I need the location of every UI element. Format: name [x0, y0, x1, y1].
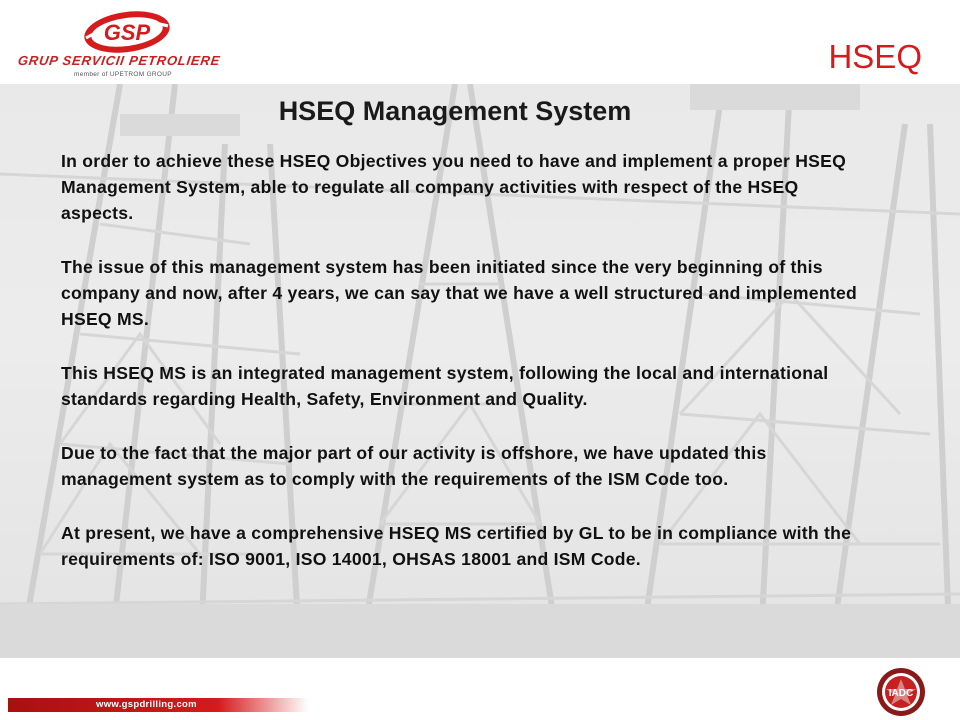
paragraph-certification: At present, we have a comprehensive HSEQ MS certified by GL to be in compliance with the requirements of: ISO 9001, ISO 14001, OHSAS 18001 and ISM Code.: [61, 523, 852, 569]
gsp-logo-mark-icon: [82, 10, 172, 54]
iadc-badge-icon: [876, 667, 926, 717]
badge-label: IADC: [888, 688, 914, 699]
page-title: HSEQ Management System: [278, 96, 632, 126]
paragraph-history: The issue of this management system has been initiated since the very beginning of this company and now, after 4 years, we can say that we have a well structured and implemented HSEQ MS.: [61, 257, 857, 329]
paragraph-ism-code: Due to the fact that the major part of our activity is offshore, we have updated this management system as to comply with the requirements of the ISM Code too.: [61, 443, 767, 489]
company-tagline: member of UPETROM GROUP: [74, 71, 172, 78]
section-tag: HSEQ: [828, 38, 922, 75]
slide-footer: [0, 658, 960, 720]
paragraph-integrated-system: This HSEQ MS is an integrated management system, following the local and international standards regarding Health, Safety, Environment and Quality.: [61, 363, 829, 409]
company-name: GRUP SERVICII PETROLIERE: [16, 53, 222, 68]
website-link[interactable]: www.gspdrilling.com: [96, 699, 197, 710]
slide-content: [0, 84, 960, 658]
slide-header: [0, 0, 960, 84]
svg-text:GSP: GSP: [103, 20, 151, 45]
body-text: [61, 148, 861, 600]
gsp-logo: [14, 10, 244, 82]
paragraph-objectives: In order to achieve these HSEQ Objectives you need to have and implement a proper HSEQ Management System, able to regulate all company activities with respect of the HSEQ aspects.: [61, 151, 847, 223]
